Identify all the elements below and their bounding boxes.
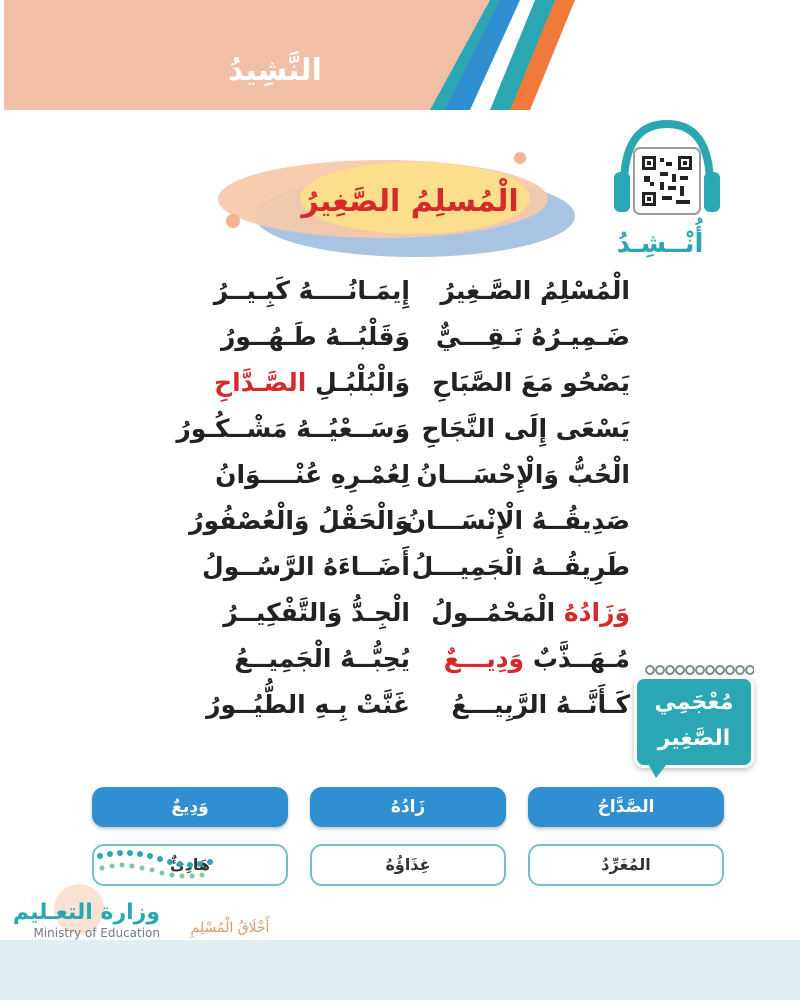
verse-second-half: وَسَــعْيُــهُ مَشْــكُـورُ [176, 414, 410, 443]
book-name: أَخْلَاقُ الْمُسْلِمِ [190, 920, 270, 936]
word-meaning-card[interactable]: المُغَرِّدُ [528, 844, 724, 886]
highlighted-word: وَزَادُهُ [563, 598, 630, 627]
poem-verse [190, 314, 630, 360]
verse-first-half: يَصْحُو مَعَ الصَّبَاحِ [432, 368, 630, 397]
verse-first-half: كَـأَنَّــهُ الرَّبِيـــعُ [451, 690, 630, 719]
word-meaning-card[interactable]: غِذَاؤُهُ [310, 844, 506, 886]
poem-verse [190, 452, 630, 498]
verse-text: مُـهَــذَّبٌ [532, 644, 630, 673]
verse-second-half: إِيمَـانُــــهُ كَبِـيــرُ [213, 276, 410, 305]
verse-second-half: وَقَلْبُــهُ طَـهُــورُ [220, 322, 410, 351]
poem-verse [190, 498, 630, 544]
highlighted-word: الصَّـدَّاحِ [214, 368, 307, 397]
verse-first-half: الْحُبُّ وَالْإِحْسَـــانُ [416, 460, 630, 489]
activity-label: أُنْــشِـدُ [616, 229, 704, 259]
verse-second-half: الْجِـدُّ وَالتَّفْكِيــرُ [223, 598, 410, 627]
poem-verse [190, 590, 630, 636]
poem-verse [176, 406, 630, 452]
verse-second-half [210, 360, 410, 406]
verse-first-half [430, 590, 630, 636]
verse-second-half: يُحِبُّــهُ الْجَمِيــعُ [234, 644, 410, 673]
ministry-name-ar: وزارة التعـليم [12, 900, 160, 925]
word-card[interactable]: زَادُهُ [310, 787, 506, 827]
verse-first-half: صَدِيقُــهُ الْإِنْسَـــانُ [404, 506, 630, 535]
verse-second-half: لِعُمْـرِهِ عُنْــــوَانُ [215, 460, 410, 489]
decor-dot [226, 214, 240, 228]
verse-second-half: وَالْحَقْلُ وَالْعُصْفُورُ [189, 506, 410, 535]
verse-first-half: يَسْعَى إِلَى النَّجَاحِ [421, 414, 630, 443]
footer-band [0, 940, 800, 1000]
ministry-name-en: Ministry of Education [33, 926, 160, 940]
verse-second-half: غَنَّتْ بِـهِ الطُّيُــورُ [206, 690, 410, 719]
poem-verse [190, 544, 630, 590]
decor-dot [514, 152, 526, 164]
verse-first-half: الْمُسْلِمُ الصَّـغِيرُ [440, 276, 630, 305]
verse-second-half: أَضَــاءَهُ الرَّسُــولُ [202, 552, 410, 581]
poem-title: الْمُسلِمُ الصَّغِيرُ [301, 184, 519, 219]
verse-text: وَالْبُلْبُـلِ [315, 368, 410, 397]
word-card[interactable]: وَدِيعٌ [92, 787, 288, 827]
header-stripes [0, 0, 800, 110]
poem-verse [190, 360, 630, 406]
poem-verse [190, 636, 630, 682]
verse-first-half: طَرِيقُــهُ الْجَمِيـــلُ [411, 552, 630, 581]
section-title: النَّشِيدُ [228, 53, 322, 88]
word-card[interactable]: الصَّدَّاحُ [528, 787, 724, 827]
poem-verse [190, 268, 630, 314]
verse-first-half: ضَـمِيـرُهُ نَـقِـــيٌّ [435, 322, 630, 351]
poem [176, 268, 630, 728]
dictionary-title: مُعْجَمِي [654, 690, 734, 715]
speech-tail [646, 760, 670, 778]
highlighted-word: وَدِيـــعٌ [443, 644, 525, 673]
headphones-qr-icon[interactable] [614, 116, 720, 226]
vision-dots-logo [92, 846, 222, 880]
verse-first-half [430, 636, 630, 682]
verse-text: الْمَحْمُــولُ [431, 598, 556, 627]
dictionary-card [634, 676, 754, 768]
poem-verse [190, 682, 630, 728]
dictionary-subtitle: الصَّغِير [657, 726, 731, 751]
